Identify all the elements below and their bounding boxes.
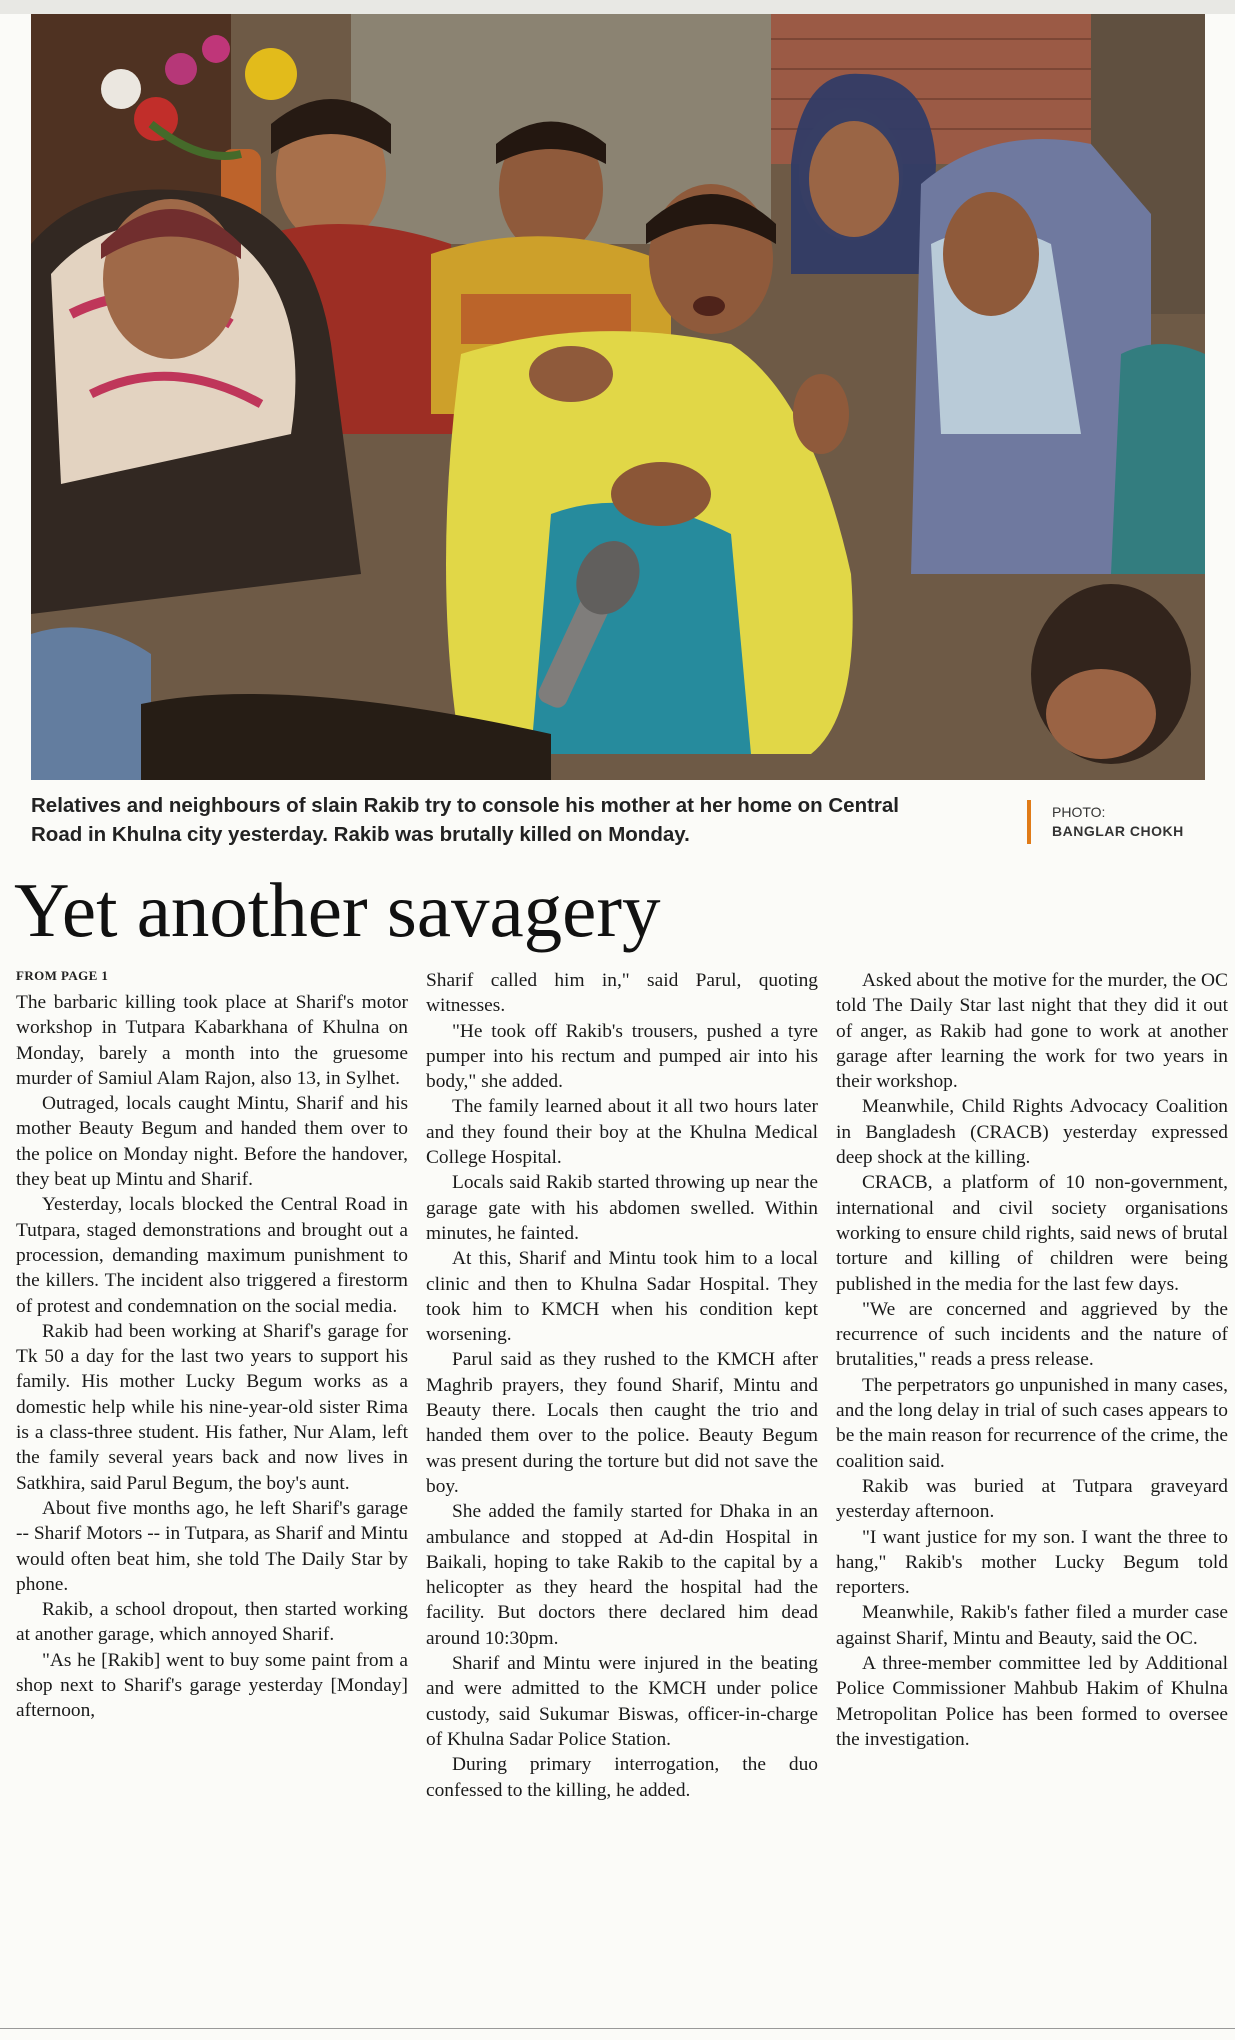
paragraph: Rakib had been working at Sharif's garage for Tk 50 a day for the last two years to support his family. His mother Lucky Begum works as a domestic help while his nine-year-old sister Rima is a class-three student. His father, Nur Alam, left the family several years back and now lives in Satkhira, said Parul Begum, the boy's aunt. xyxy=(16,1320,408,1494)
article-column-2 xyxy=(426,968,818,1803)
paragraph: Rakib was buried at Tutpara graveyard yesterday afternoon. xyxy=(836,1475,1228,1523)
paragraph: She added the family started for Dhaka in an ambulance and stopped at Ad-din Hospital in Baikali, hoping to take Rakib to the capital by a helicopter as they heard the hospital had the facility. But doctors there declared him dead around 10:30pm. xyxy=(426,1501,818,1649)
news-photo-illustration xyxy=(31,14,1205,780)
kicker-from-page: FROM PAGE 1 xyxy=(16,968,109,983)
paragraph: Parul said as they rushed to the KMCH after Maghrib prayers, they found Sharif, Mintu and Beauty there. Locals then caught the trio and handed them over to the police. Beauty Begum was present during the torture but did not save the boy. xyxy=(426,1349,818,1497)
paragraph: Sharif called him in," said Parul, quoting witnesses. xyxy=(426,970,818,1017)
article-column-3 xyxy=(836,968,1228,1752)
article-column-1 xyxy=(16,990,408,1724)
credit-label: PHOTO: xyxy=(1052,804,1106,820)
paragraph: Asked about the motive for the murder, the OC told The Daily Star last night that they did it out of anger, as Rakib had gone to work at another garage after learning the work for two years in their workshop. xyxy=(836,970,1228,1093)
paragraph: The family learned about it all two hours later and they found their boy at the Khulna Medical College Hospital. xyxy=(426,1096,818,1169)
paragraph: The perpetrators go unpunished in many cases, and the long delay in trial of such cases appears to be the main reason for recurrence of the crime, the coalition said. xyxy=(836,1374,1228,1472)
paragraph: Meanwhile, Child Rights Advocacy Coalition in Bangladesh (CRACB) yesterday expressed deep shock at the killing. xyxy=(836,1096,1228,1169)
paragraph: About five months ago, he left Sharif's garage -- Sharif Motors -- in Tutpara, as Sharif and Mintu would often beat him, she told The Daily Star by phone. xyxy=(16,1497,408,1595)
news-photo xyxy=(31,14,1205,780)
credit-accent-bar xyxy=(1027,800,1031,844)
bottom-rule xyxy=(0,2028,1235,2029)
paragraph: "I want justice for my son. I want the three to hang," Rakib's mother Lucky Begum told reporters. xyxy=(836,1526,1228,1599)
paragraph: During primary interrogation, the duo confessed to the killing, he added. xyxy=(426,1754,818,1801)
top-frame xyxy=(0,0,1235,14)
paragraph: The barbaric killing took place at Sharif's motor workshop in Tutpara Kabarkhana of Khulna on Monday, barely a month into the gruesome murder of Samiul Alam Rajon, also 13, in Sylhet. xyxy=(16,992,408,1089)
paragraph: Locals said Rakib started throwing up near the garage gate with his abdomen swelled. Within minutes, he fainted. xyxy=(426,1172,818,1244)
photo-credit xyxy=(1052,803,1184,841)
paragraph: "As he [Rakib] went to buy some paint from a shop next to Sharif's garage yesterday [Monday] afternoon, xyxy=(16,1649,408,1722)
paragraph: Meanwhile, Rakib's father filed a murder case against Sharif, Mintu and Beauty, said the OC. xyxy=(836,1602,1228,1649)
paragraph: At this, Sharif and Mintu took him to a local clinic and then to Khulna Sadar Hospital. They took him to KMCH when his condition kept worsening. xyxy=(426,1248,818,1346)
caption-line-1: Relatives and neighbours of slain Rakib try to console his mother at her home on Central xyxy=(31,794,899,817)
paragraph: Outraged, locals caught Mintu, Sharif and his mother Beauty Begum and handed them over to the police on Monday night. Before the handover, they beat up Mintu and Sharif. xyxy=(16,1093,408,1191)
paragraph: Sharif and Mintu were injured in the beating and were admitted to the KMCH under police custody, said Sukumar Biswas, officer-in-charge of Khulna Sadar Police Station. xyxy=(426,1653,818,1750)
paragraph: Rakib, a school dropout, then started working at another garage, which annoyed Sharif. xyxy=(16,1599,408,1646)
paragraph: "He took off Rakib's trousers, pushed a tyre pumper into his rectum and pumped air into his body," she added. xyxy=(426,1020,818,1093)
credit-source: BANGLAR CHOKH xyxy=(1052,823,1184,839)
paragraph: A three-member committee led by Additional Police Commissioner Mahbub Hakim of Khulna Metropolitan Police has been formed to oversee the investigation. xyxy=(836,1653,1228,1750)
caption-line-2: Road in Khulna city yesterday. Rakib was brutally killed on Monday. xyxy=(31,823,690,846)
paragraph: "We are concerned and aggrieved by the recurrence of such incidents and the nature of brutalities," reads a press release. xyxy=(836,1298,1228,1371)
paragraph: CRACB, a platform of 10 non-government, international and civil society organisations working to ensure child rights, said news of brutal torture and killing of children were being published in the media for the last few days. xyxy=(836,1172,1228,1295)
photo-caption xyxy=(31,791,991,849)
paragraph: Yesterday, locals blocked the Central Road in Tutpara, staged demonstrations and brought out a procession, demanding maximum punishment to the killers. The incident also triggered a firestorm of protest and condemnation on the social media. xyxy=(16,1194,408,1317)
headline: Yet another savagery xyxy=(14,867,661,953)
